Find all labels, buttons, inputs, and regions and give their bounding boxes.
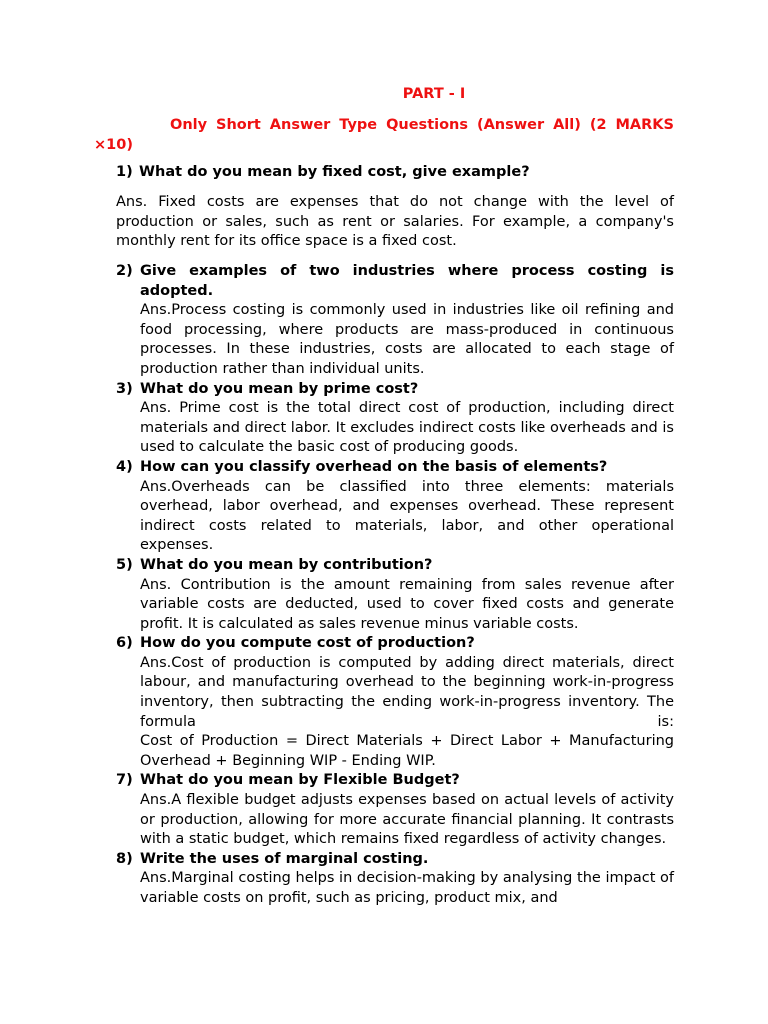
question-item-4 [116, 458, 674, 556]
question-item-6 [116, 634, 674, 771]
question-item-7 [116, 771, 674, 849]
question-number: 6) [116, 635, 133, 652]
answer-text: Ans.Process costing is commonly used in industries like oil refining and food processing, where products are mass-produced in continuous processes. In these industries, costs are allocated to each stage of production rather than individual units. [140, 302, 674, 377]
question-1 [116, 164, 674, 180]
question-number: 7) [116, 772, 133, 789]
question-item-8 [116, 850, 674, 909]
part-title: PART - I [402, 86, 466, 102]
question-text: How can you classify overhead on the basis of elements? [140, 458, 608, 475]
answer-text: Ans.Cost of production is computed by adding direct materials, direct labour, and manufacturing overhead to the beginning work-in-progress inventory, then subtracting the ending work-in-progress inventory. The formula is: [140, 654, 674, 730]
question-number: 8) [116, 850, 133, 867]
answer-text: Ans.A flexible budget adjusts expenses based on actual levels of activity or production, allowing for more accurate financial planning. It contrasts with a static budget, which remains fixed regardless of activity changes. [140, 792, 674, 848]
question-number: 3) [116, 380, 133, 397]
answer-text: Ans. Prime cost is the total direct cost of production, including direct materials and direct labor. It excludes indirect costs like overheads and is used to calculate the basic cost of producing goods. [140, 400, 674, 456]
answer-1: Ans. Fixed costs are expenses that do not change with the level of production or sales, such as rent or salaries. For example, a company's monthly rent for its office space is a fixed cost. [116, 194, 674, 249]
answer-text: Ans.Overheads can be classified into three elements: materials overhead, labor overhead, and expenses overhead. These represent indirect costs related to materials, labor, and other operational expenses. [140, 478, 674, 554]
question-item-2 [116, 262, 674, 380]
question-number: 4) [116, 458, 133, 475]
question-text: What do you mean by prime cost? [140, 380, 419, 397]
section-title: Only Short Answer Type Questions (Answer All) (2 MARKS ×10) [94, 117, 674, 153]
question-text: Give examples of two industries where process costing is adopted. [140, 263, 674, 299]
question-text: What do you mean by contribution? [140, 556, 433, 573]
question-item-5 [116, 556, 674, 634]
answer-text: Ans.Marginal costing helps in decision-making by analysing the impact of variable costs on profit, such as pricing, product mix, and [140, 870, 674, 906]
question-text: What do you mean by Flexible Budget? [140, 772, 460, 789]
question-list [116, 262, 674, 909]
question-text: Write the uses of marginal costing. [140, 850, 429, 867]
question-number: 2) [116, 263, 133, 279]
question-item-3 [116, 380, 674, 458]
question-text: What do you mean by fixed cost, give example? [139, 164, 530, 180]
question-number: 5) [116, 556, 133, 573]
answer-text: Ans. Contribution is the amount remaining from sales revenue after variable costs are deducted, used to cover fixed costs and generate profit. It is calculated as sales revenue minus variable costs. [140, 576, 674, 632]
question-text: How do you compute cost of production? [140, 635, 475, 652]
question-number: 1) [116, 164, 133, 180]
formula-text: Cost of Production = Direct Materials + Direct Labor + Manufacturing Overhead + Beginning WIP - Ending WIP. [140, 733, 674, 769]
